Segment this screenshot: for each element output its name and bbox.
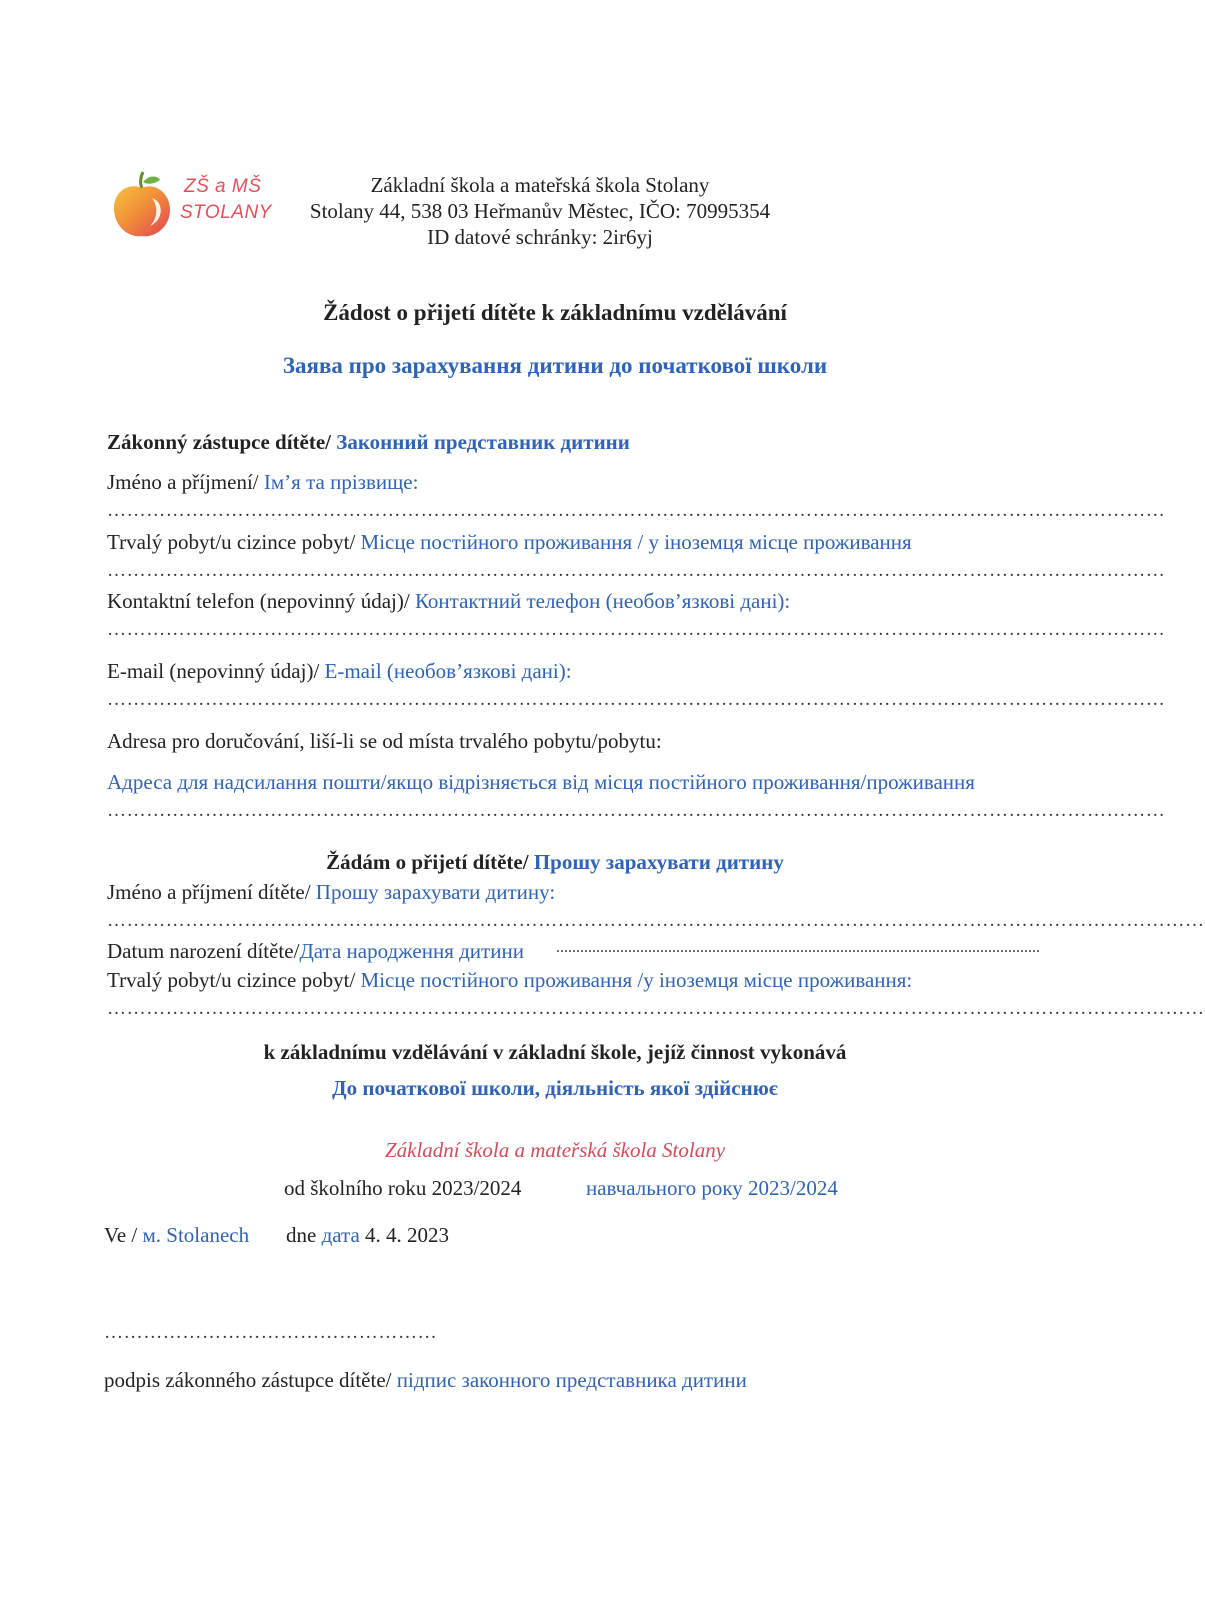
logo-text-line1: ZŠ a MŠ [184, 176, 262, 197]
place-cz: Ve / [104, 1223, 138, 1247]
heading-cz: Zákonný zástupce dítěte/ [107, 430, 332, 454]
place-value: м. Stolanech [142, 1223, 250, 1247]
child-name-label [107, 880, 555, 905]
school-year-cz: od školního roku 2023/2024 [284, 1176, 522, 1200]
label-ua: Ім’я та прізвище: [263, 470, 419, 494]
guardian-address-label [107, 530, 912, 555]
guardian-name-label [107, 470, 418, 495]
label-cz: Kontaktní telefon (nepovinný údaj)/ [107, 589, 410, 613]
date-label-cz: dne [286, 1223, 317, 1247]
school-year-ua: навчального року 2023/2024 [586, 1176, 838, 1200]
guardian-address-field[interactable]: ……………………………………………………………………………………………………………………………………………… [107, 560, 1166, 581]
heading-cz: Žádám o přijetí dítěte/ [326, 850, 529, 874]
label-ua: E-mail (необов’язкові дані): [324, 659, 572, 683]
label-ua: Контактний телефон (необов’язкові дані): [414, 589, 791, 613]
child-name-field[interactable]: …………………………………………………………………………………………………………………………………………………… [107, 910, 1205, 931]
guardian-name-field[interactable]: ……………………………………………………………………………………………………………………………………………… [107, 500, 1166, 521]
guardian-email-field[interactable]: ……………………………………………………………………………………………………………………………………………… [107, 689, 1166, 710]
label-cz: podpis zákonného zástupce dítěte/ [104, 1368, 392, 1392]
date-value: 4. 4. 2023 [365, 1223, 450, 1247]
school-header-name: Základní škola a mateřská škola Stolany [370, 173, 710, 197]
label-cz: Trvalý pobyt/u cizince pobyt/ [107, 968, 356, 992]
heading-ua: Прошу зарахувати дитину [533, 850, 784, 874]
logo-text-line2: STOLANY [180, 202, 272, 223]
guardian-phone-field[interactable]: ……………………………………………………………………………………………………………………………………………… [107, 619, 1166, 640]
date-label-ua: дата [321, 1223, 360, 1247]
school-header-databox: ID datové schránky: 2ir6yj [427, 225, 653, 249]
section-legal-guardian-heading [107, 430, 630, 455]
label-ua: підпис законного представника дитини [396, 1368, 747, 1392]
child-birthdate-label [107, 939, 524, 964]
label-ua: Місце постійного проживання /у іноземця місце проживання: [360, 968, 913, 992]
label-cz: Trvalý pobyt/u cizince pobyt/ [107, 530, 356, 554]
document-title-cz: Žádost o přijetí dítěte k základnímu vzdělávání [323, 300, 787, 325]
label-ua: Прошу зарахувати дитину: [315, 880, 556, 904]
date-line [286, 1223, 449, 1248]
school-logo [112, 168, 272, 242]
signature-label [104, 1368, 747, 1393]
school-name: Základní škola a mateřská škola Stolany [384, 1138, 726, 1162]
apple-logo-icon [112, 168, 182, 242]
label-cz: Datum narození dítěte/ [107, 939, 300, 963]
label-ua: Місце постійного проживання / у іноземця місце проживання [360, 530, 912, 554]
label-ua: Дата народження дитини [299, 939, 524, 963]
delivery-address-label-ua: Адреса для надсилання пошти/якщо відрізняється від місця постійного проживання/проживання [107, 770, 975, 794]
school-line-cz: k základnímu vzdělávání v základní škole, jejíž činnost vykonává [263, 1040, 847, 1064]
label-cz: Jméno a příjmení dítěte/ [107, 880, 311, 904]
child-address-field[interactable]: …………………………………………………………………………………………………………………………………………………… [107, 998, 1205, 1019]
school-header-address: Stolany 44, 538 03 Heřmanův Městec, IČO: 70995354 [309, 199, 771, 223]
label-cz: Jméno a příjmení/ [107, 470, 259, 494]
label-cz: E-mail (nepovinný údaj)/ [107, 659, 320, 683]
signature-field[interactable]: …………………………………………… [104, 1322, 438, 1343]
document-title-ua: Заява про зарахування дитини до початкової школи [282, 353, 828, 378]
place-line [104, 1223, 249, 1248]
guardian-phone-label [107, 589, 790, 614]
section-child-heading [0, 850, 1110, 875]
delivery-address-label-cz: Adresa pro doručování, liší-li se od místa trvalého pobytu/pobytu: [107, 729, 662, 753]
child-address-label [107, 968, 912, 993]
child-birthdate-field[interactable]: ......................................................................................................................... [556, 939, 1040, 956]
delivery-address-field[interactable]: ……………………………………………………………………………………………………………………………………………… [107, 800, 1166, 821]
school-line-ua: До початкової школи, діяльність якої здійснює [332, 1076, 778, 1100]
guardian-email-label [107, 659, 572, 684]
heading-ua: Законний представник дитини [336, 430, 630, 454]
